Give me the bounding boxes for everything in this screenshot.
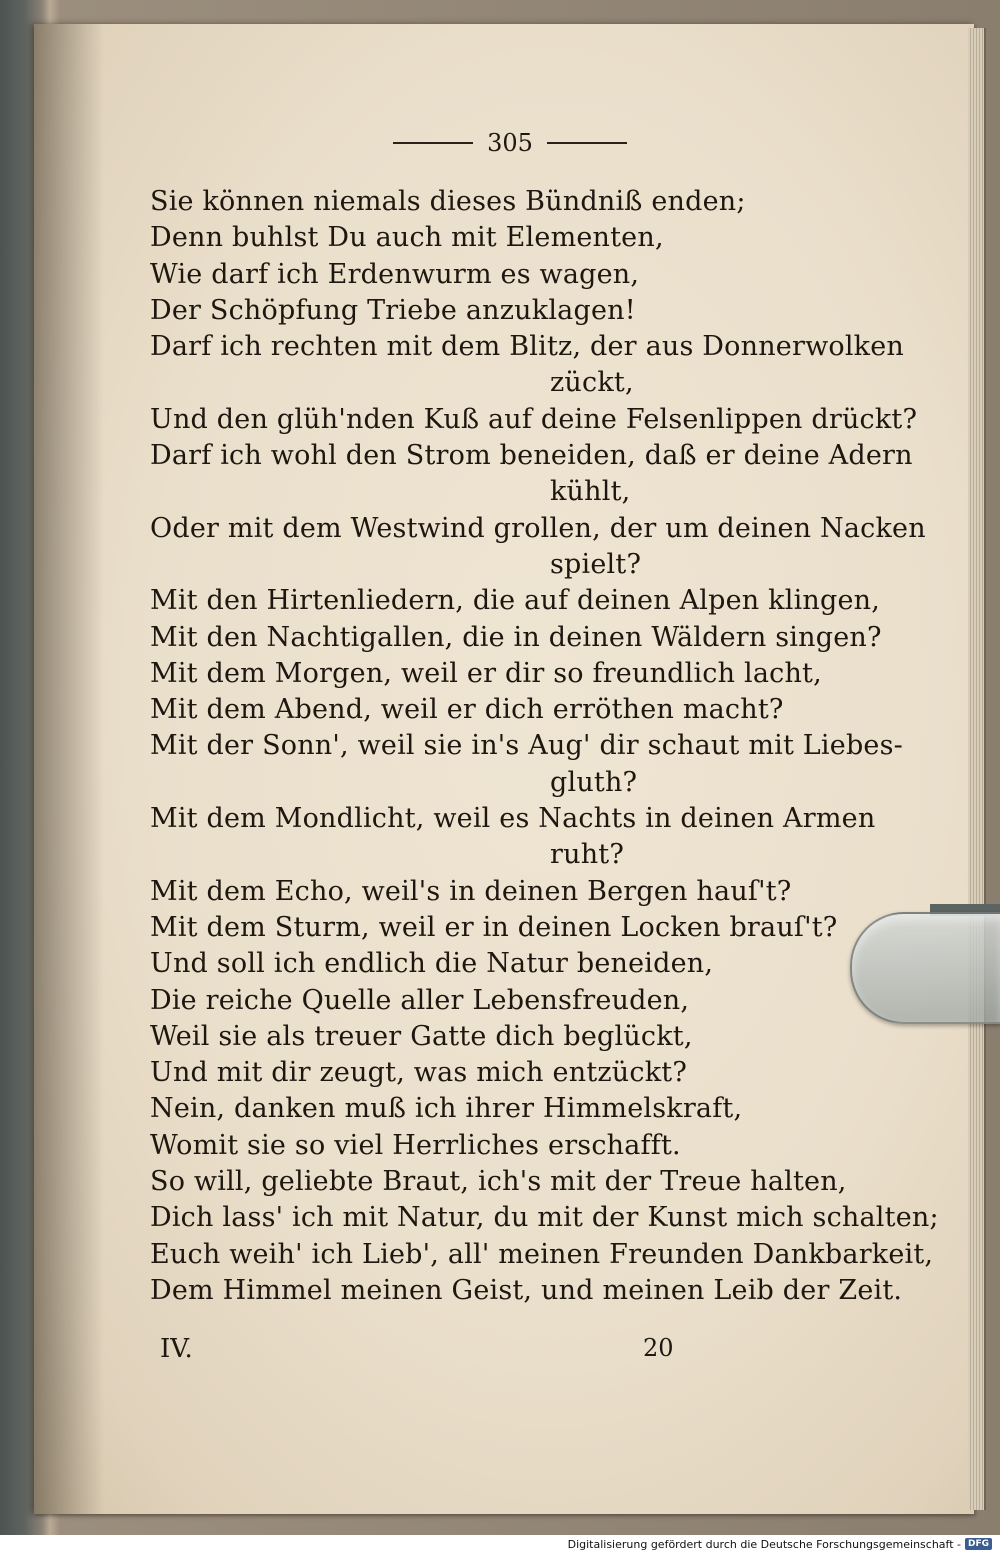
poem-line: Mit dem Echo, weil's in deinen Bergen hauſ't?	[150, 875, 792, 907]
poem-line: Oder mit dem Westwind grollen, der um deinen Nacken	[150, 512, 926, 544]
page-clip	[850, 912, 1000, 1024]
dfg-logo: DFG	[965, 1538, 992, 1550]
sheet-number: 20	[643, 1334, 674, 1362]
poem-line: Weil sie als treuer Gatte dich beglückt,	[150, 1020, 693, 1052]
poem-line: Mit dem Sturm, weil er in deinen Locken brauſ't?	[150, 911, 838, 943]
signature-mark: IV.	[160, 1334, 193, 1364]
poem-line: Sie können niemals dieses Bündniß enden;	[150, 186, 746, 217]
header-rule-left	[393, 142, 473, 144]
poem-line: Denn buhlst Du auch mit Elementen,	[150, 222, 664, 254]
poem-line: Darf ich wohl den Strom beneiden, daß er deine Adern	[150, 440, 913, 472]
spine-shadow	[34, 24, 104, 1514]
poem-line: Euch weih' ich Lieb', all' meinen Freunden Dankbarkeit,	[150, 1238, 934, 1270]
poem-line: Mit dem Mondlicht, weil es Nachts in deinen Armen	[150, 803, 876, 835]
poem-line: Dich lass' ich mit Natur, du mit der Kunst mich schalten;	[150, 1202, 939, 1234]
poem-text	[150, 184, 939, 1309]
poem-line: So will, geliebte Braut, ich's mit der Treue halten,	[150, 1166, 847, 1198]
poem-line: zückt,	[550, 367, 634, 399]
poem-line: gluth?	[550, 766, 638, 798]
digitization-credit	[568, 1537, 992, 1551]
poem-line: Die reiche Quelle aller Lebensfreuden,	[150, 984, 690, 1016]
poem-line: ruht?	[550, 839, 625, 871]
poem-line: kühlt,	[550, 476, 631, 508]
poem-line: spielt?	[550, 548, 642, 580]
poem-line: Mit der Sonn', weil sie in's Aug' dir schaut mit Liebes-	[150, 730, 903, 762]
header-rule-right	[547, 142, 627, 144]
poem-line: Und soll ich endlich die Natur beneiden,	[150, 948, 714, 980]
poem-line: Nein, danken muß ich ihrer Himmelskraft,	[150, 1093, 743, 1125]
page-number: 305	[487, 129, 533, 157]
page-header	[385, 126, 635, 160]
poem-line: Wie darf ich Erdenwurm es wagen,	[150, 258, 640, 290]
poem-line: Womit sie so viel Herrliches erschafft.	[150, 1129, 681, 1161]
poem-line: Darf ich rechten mit dem Blitz, der aus Donnerwolken	[150, 331, 904, 363]
poem-line: Mit den Nachtigallen, die in deinen Wäldern singen?	[150, 621, 882, 653]
poem-line: Mit den Hirtenliedern, die auf deinen Alpen klingen,	[150, 585, 881, 617]
page-edges	[968, 28, 986, 1510]
poem-line: Mit dem Abend, weil er dich erröthen macht?	[150, 694, 784, 726]
poem-line: Dem Himmel meinen Geist, und meinen Leib der Zeit.	[150, 1274, 903, 1306]
credit-text: Digitalisierung gefördert durch die Deutsche Forschungsgemeinschaft -	[567, 1537, 961, 1551]
poem-line: Der Schöpfung Triebe anzuklagen!	[150, 294, 636, 326]
poem-line: Und den glüh'nden Kuß auf deine Felsenlippen drückt?	[150, 403, 918, 435]
poem-line: Mit dem Morgen, weil er dir so freundlich lacht,	[150, 657, 822, 689]
page-footer	[160, 1334, 680, 1374]
poem-line: Und mit dir zeugt, was mich entzückt?	[150, 1057, 687, 1089]
